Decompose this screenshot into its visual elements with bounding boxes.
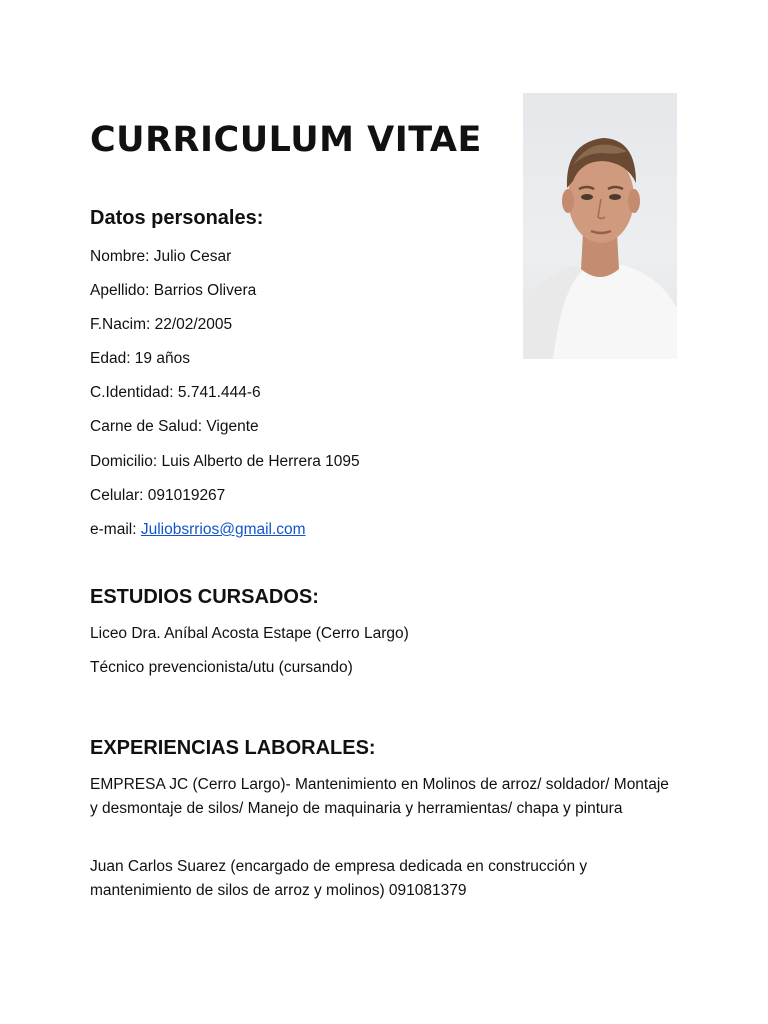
experience-item: Juan Carlos Suarez (encargado de empresa dedicada en construcción y mantenimiento de silos de arroz y molinos) 091081379 xyxy=(90,858,588,899)
nombre-line: Nombre: Julio Cesar xyxy=(90,248,232,265)
address-line: Domicilio: Luis Alberto de Herrera 1095 xyxy=(90,453,360,470)
document-title: CURRICULUM VITAE xyxy=(90,120,482,160)
id-line: C.Identidad: 5.741.444-6 xyxy=(90,384,261,401)
study-item: Liceo Dra. Aníbal Acosta Estape (Cerro Largo) xyxy=(90,625,409,642)
birthdate-line: F.Nacim: 22/02/2005 xyxy=(90,316,233,333)
phone-line: Celular: 091019267 xyxy=(90,487,226,504)
study-item: Técnico prevencionista/utu (cursando) xyxy=(90,659,353,676)
experience-item: EMPRESA JC (Cerro Largo)- Mantenimiento en Molinos de arroz/ soldador/ Montaje y desmontaje de silos/ Manejo de maquinaria y herramientas/ chapa y pintura xyxy=(90,776,669,817)
studies-heading: ESTUDIOS CURSADOS: xyxy=(90,586,319,608)
experience-heading: EXPERIENCIAS LABORALES: xyxy=(90,737,376,759)
portrait-illustration xyxy=(523,93,677,359)
email-line xyxy=(90,521,306,539)
age-line: Edad: 19 años xyxy=(90,350,190,367)
portrait-photo xyxy=(523,93,677,359)
health-card-line: Carne de Salud: Vigente xyxy=(90,418,259,435)
personal-data-heading: Datos personales: xyxy=(90,207,264,229)
email-link[interactable]: Juliobsrrios@gmail.com xyxy=(140,521,306,538)
email-label: e-mail: xyxy=(90,521,141,538)
apellido-line: Apellido: Barrios Olivera xyxy=(90,282,257,299)
